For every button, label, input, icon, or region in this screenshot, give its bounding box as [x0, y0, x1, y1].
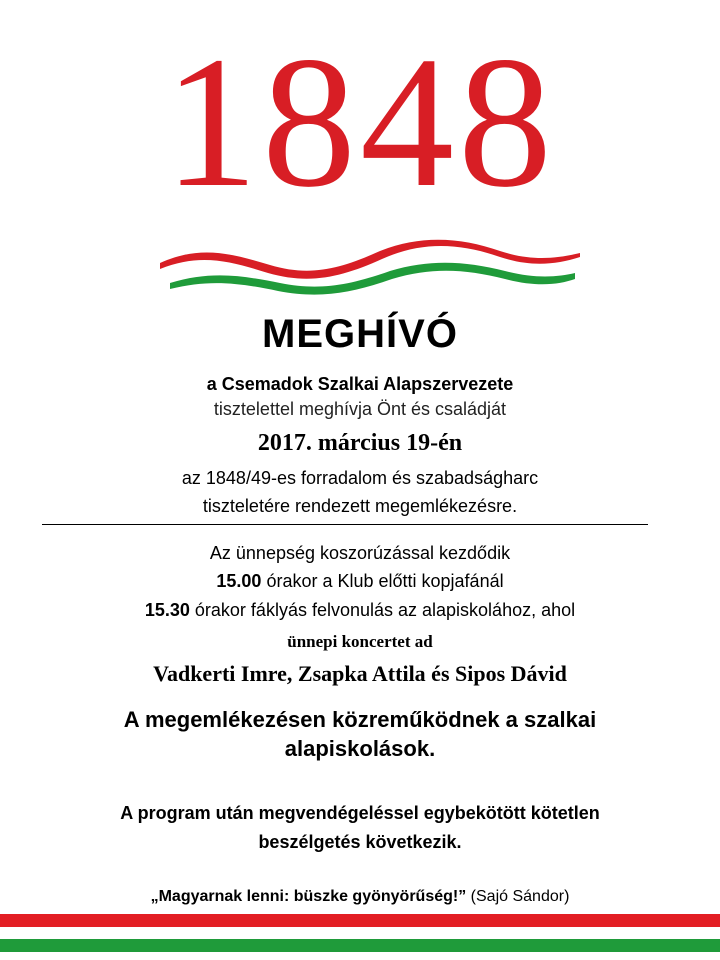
event-date: 2017. március 19-én: [257, 430, 463, 456]
occasion-line-2: tiszteletére rendezett megemlékezésre.: [202, 496, 518, 516]
school-line-2: alapiskolások.: [284, 736, 436, 761]
footer-stripe-white: [0, 927, 720, 939]
quote-text: „Magyarnak lenni: büszke gyönyörűség!”: [150, 888, 467, 905]
after-program-line-1: A program után megvendégeléssel egybekötött kötetlen: [120, 803, 600, 823]
footer-stripe-green: [0, 939, 720, 952]
program-line-3: [0, 598, 720, 622]
invites-line: tisztelettel meghívja Önt és családját: [213, 399, 507, 419]
after-program-line-2: beszélgetés következik.: [258, 832, 462, 852]
divider-line: [42, 524, 648, 525]
ribbon-red-stripe: [160, 240, 580, 279]
school-line-1: A megemlékezésen közreműködnek a szalkai: [123, 707, 597, 732]
program-time-1: 15.00: [216, 571, 262, 591]
program-time-2: 15.30: [144, 600, 190, 620]
program-line-3-text: órakor fáklyás felvonulás az alapiskolához, ahol: [189, 600, 576, 620]
ribbon-green-stripe: [170, 263, 575, 295]
quote-line: [0, 886, 720, 908]
footer-stripe-red: [0, 914, 720, 927]
quote-author: (Sajó Sándor): [470, 888, 570, 905]
invitation-title: MEGHÍVÓ: [262, 312, 458, 356]
program-line-1: Az ünnepség koszorúzással kezdődik: [209, 543, 511, 563]
program-line-2: [0, 569, 720, 593]
year-heading: 1848: [164, 17, 556, 226]
flag-ribbon-graphic: [160, 225, 580, 300]
occasion-line-1: az 1848/49-es forradalom és szabadságharc: [181, 468, 539, 488]
concert-line: ünnepi koncertet ad: [287, 632, 433, 651]
performers-line: Vadkerti Imre, Zsapka Attila és Sipos Dávid: [153, 661, 567, 686]
organizer-line: a Csemadok Szalkai Alapszervezete: [206, 374, 514, 394]
program-line-2-text: órakor a Klub előtti kopjafánál: [261, 571, 504, 591]
